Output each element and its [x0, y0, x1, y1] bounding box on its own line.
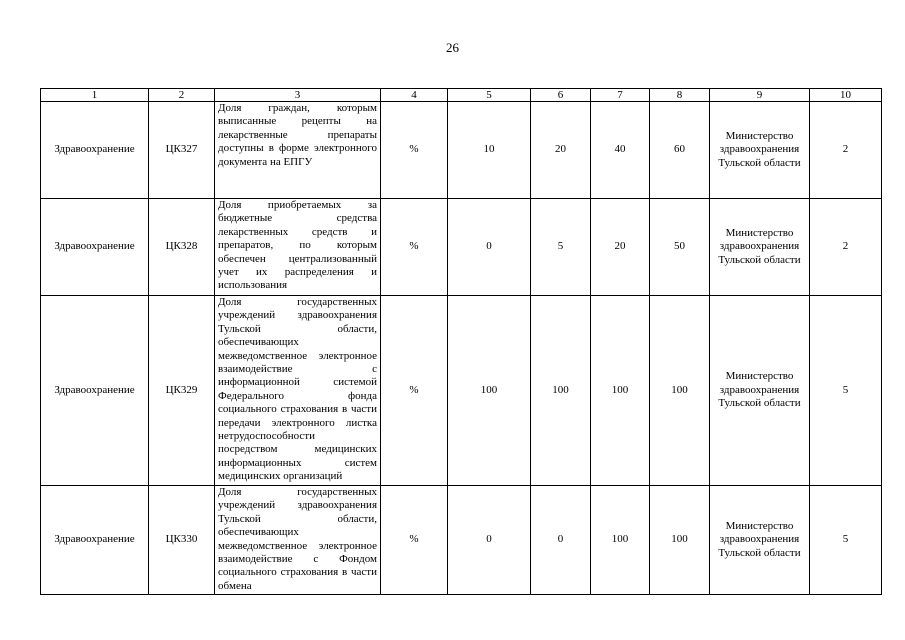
- description-cell: Доля граждан, которым выписанные рецепты на лекарственные препараты доступны в форме электронного документа на ЕПГУ: [215, 102, 381, 199]
- sector-cell: Здравоохранение: [41, 199, 149, 296]
- value-cell: 100: [448, 296, 531, 486]
- sector-cell: Здравоохранение: [41, 486, 149, 595]
- unit-cell: %: [381, 296, 448, 486]
- ministry-cell: Министерство здравоохранения Тульской области: [710, 486, 810, 595]
- value-cell: 100: [531, 296, 591, 486]
- value-cell: 20: [591, 199, 650, 296]
- description-cell: Доля государственных учреждений здравоохранения Тульской области, обеспечивающих межведомственное электронное взаимодействие с Фондом социального страхования в части обмена: [215, 486, 381, 595]
- value-cell: 2: [810, 199, 882, 296]
- value-cell: 50: [650, 199, 710, 296]
- ministry-cell: Министерство здравоохранения Тульской области: [710, 199, 810, 296]
- header-cell: 3: [215, 89, 381, 102]
- sector-cell: Здравоохранение: [41, 102, 149, 199]
- table-row: [41, 199, 882, 296]
- header-row: [41, 89, 882, 102]
- ministry-cell: Министерство здравоохранения Тульской области: [710, 296, 810, 486]
- value-cell: 0: [448, 486, 531, 595]
- code-cell: ЦК329: [149, 296, 215, 486]
- value-cell: 100: [591, 296, 650, 486]
- value-cell: 10: [448, 102, 531, 199]
- value-cell: 100: [650, 296, 710, 486]
- header-cell: 5: [448, 89, 531, 102]
- unit-cell: %: [381, 486, 448, 595]
- header-cell: 6: [531, 89, 591, 102]
- header-cell: 1: [41, 89, 149, 102]
- unit-cell: %: [381, 102, 448, 199]
- value-cell: 60: [650, 102, 710, 199]
- value-cell: 40: [591, 102, 650, 199]
- description-cell: Доля государственных учреждений здравоохранения Тульской области, обеспечивающих межведомственное электронное взаимодействие с информационной системой Федерального фонда социального страхования в части передачи электронного листка нетрудоспособности посредством медицинских информационных систем медицинских организаций: [215, 296, 381, 486]
- sector-cell: Здравоохранение: [41, 296, 149, 486]
- header-cell: 10: [810, 89, 882, 102]
- code-cell: ЦК330: [149, 486, 215, 595]
- code-cell: ЦК328: [149, 199, 215, 296]
- value-cell: 2: [810, 102, 882, 199]
- header-cell: 2: [149, 89, 215, 102]
- value-cell: 100: [650, 486, 710, 595]
- table-row: [41, 486, 882, 595]
- table-row: [41, 102, 882, 199]
- value-cell: 0: [448, 199, 531, 296]
- header-cell: 9: [710, 89, 810, 102]
- value-cell: 5: [810, 296, 882, 486]
- header-cell: 4: [381, 89, 448, 102]
- header-cell: 7: [591, 89, 650, 102]
- header-cell: 8: [650, 89, 710, 102]
- value-cell: 100: [591, 486, 650, 595]
- page-number: 26: [446, 40, 459, 55]
- value-cell: 20: [531, 102, 591, 199]
- description-cell: Доля приобретаемых за бюджетные средства лекарственных средств и препаратов, по которым обеспечен централизованный учет их распределения и использования: [215, 199, 381, 296]
- code-cell: ЦК327: [149, 102, 215, 199]
- value-cell: 5: [531, 199, 591, 296]
- unit-cell: %: [381, 199, 448, 296]
- value-cell: 5: [810, 486, 882, 595]
- value-cell: 0: [531, 486, 591, 595]
- ministry-cell: Министерство здравоохранения Тульской области: [710, 102, 810, 199]
- table-row: [41, 296, 882, 486]
- indicator-table: [40, 88, 882, 595]
